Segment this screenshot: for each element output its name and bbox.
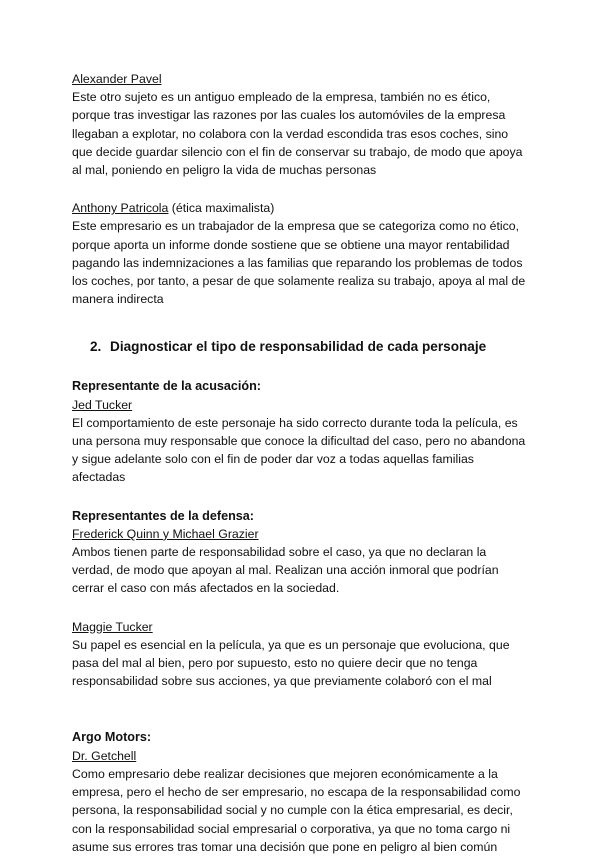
acusacion-heading: Representante de la acusación: (72, 379, 261, 394)
character-name-alexander-pavel: Alexander Pavel (72, 72, 162, 86)
anthony-patricola-line (72, 199, 528, 217)
section-heading-2 (90, 338, 528, 356)
jed-tucker-description: El comportamiento de este personaje ha sido correcto durante toda la película, es una persona muy responsable que conoce la dificultad del caso, pero no abandona y sigue adelante solo con el fin de poder dar voz a todas aquellas familias afectadas (72, 415, 526, 485)
character-name-anthony-patricola: Anthony Patricola (72, 201, 169, 216)
document-page (72, 70, 528, 856)
argo-motors-heading: Argo Motors: (72, 730, 152, 745)
argo-motors-section (72, 728, 528, 855)
alexander-pavel-entry (72, 70, 528, 179)
anthony-patricola-note: (ética maximalista) (168, 201, 275, 216)
alexander-pavel-description: Este otro sujeto es un antiguo empleado de la empresa, también no es ético, porque tras investigar las razones por las cuales los automóviles de la empresa llegaban a explotar, no colabora con la verdad escondida tras esos coches, sino que decide guardar silencio con el fin de conservar su trabajo, de modo que apoya al mal, poniendo en peligro la vida de muchas personas (72, 90, 523, 178)
section-number: 2. (90, 339, 102, 355)
character-name-maggie-tucker: Maggie Tucker (72, 619, 153, 634)
character-name-dr-getchell: Dr. Getchell (72, 748, 137, 763)
maggie-tucker-entry (72, 618, 528, 691)
character-name-quinn-grazier: Frederick Quinn y Michael Grazier (72, 526, 259, 541)
maggie-tucker-description: Su papel es esencial en la película, ya que es un personaje que evoluciona, que pasa del mal al bien, pero por supuesto, esto no quiere decir que no tenga responsabilidad sobre sus acciones, ya que previamente colaboró con el mal (72, 637, 510, 689)
character-name-jed-tucker: Jed Tucker (72, 397, 133, 412)
acusacion-section (72, 377, 528, 486)
defensa-heading: Representantes de la defensa: (72, 508, 254, 523)
dr-getchell-description: Como empresario debe realizar decisiones que mejoren económicamente a la empresa, pero el hecho de ser empresario, no escapa de la responsabilidad como persona, la responsabilidad social y no cumple con la ética empresarial, es decir, con la responsabilidad social empresarial o corporativa, ya que no toma cargo ni asume sus errores tras tomar una decisión que pone en peligro al bien común (72, 766, 521, 854)
anthony-patricola-entry (72, 199, 528, 308)
defensa-section (72, 507, 528, 598)
section-title: Diagnosticar el tipo de responsabilidad de cada personaje (110, 339, 487, 355)
anthony-patricola-description: Este empresario es un trabajador de la empresa que se categoriza como no ético, porque aporta un informe donde sostiene que se obtiene una mayor rentabilidad pagando las indemnizaciones a las familias que reparando los problemas de todos los coches, por tanto, a pesar de que solamente realiza su trabajo, apoya al mal de manera indirecta (72, 219, 526, 307)
quinn-grazier-description: Ambos tienen parte de responsabilidad sobre el caso, ya que no declaran la verdad, de modo que apoyan al mal. Realizan una acción inmoral que podrían cerrar el caso con más afectados en la sociedad. (72, 545, 499, 596)
